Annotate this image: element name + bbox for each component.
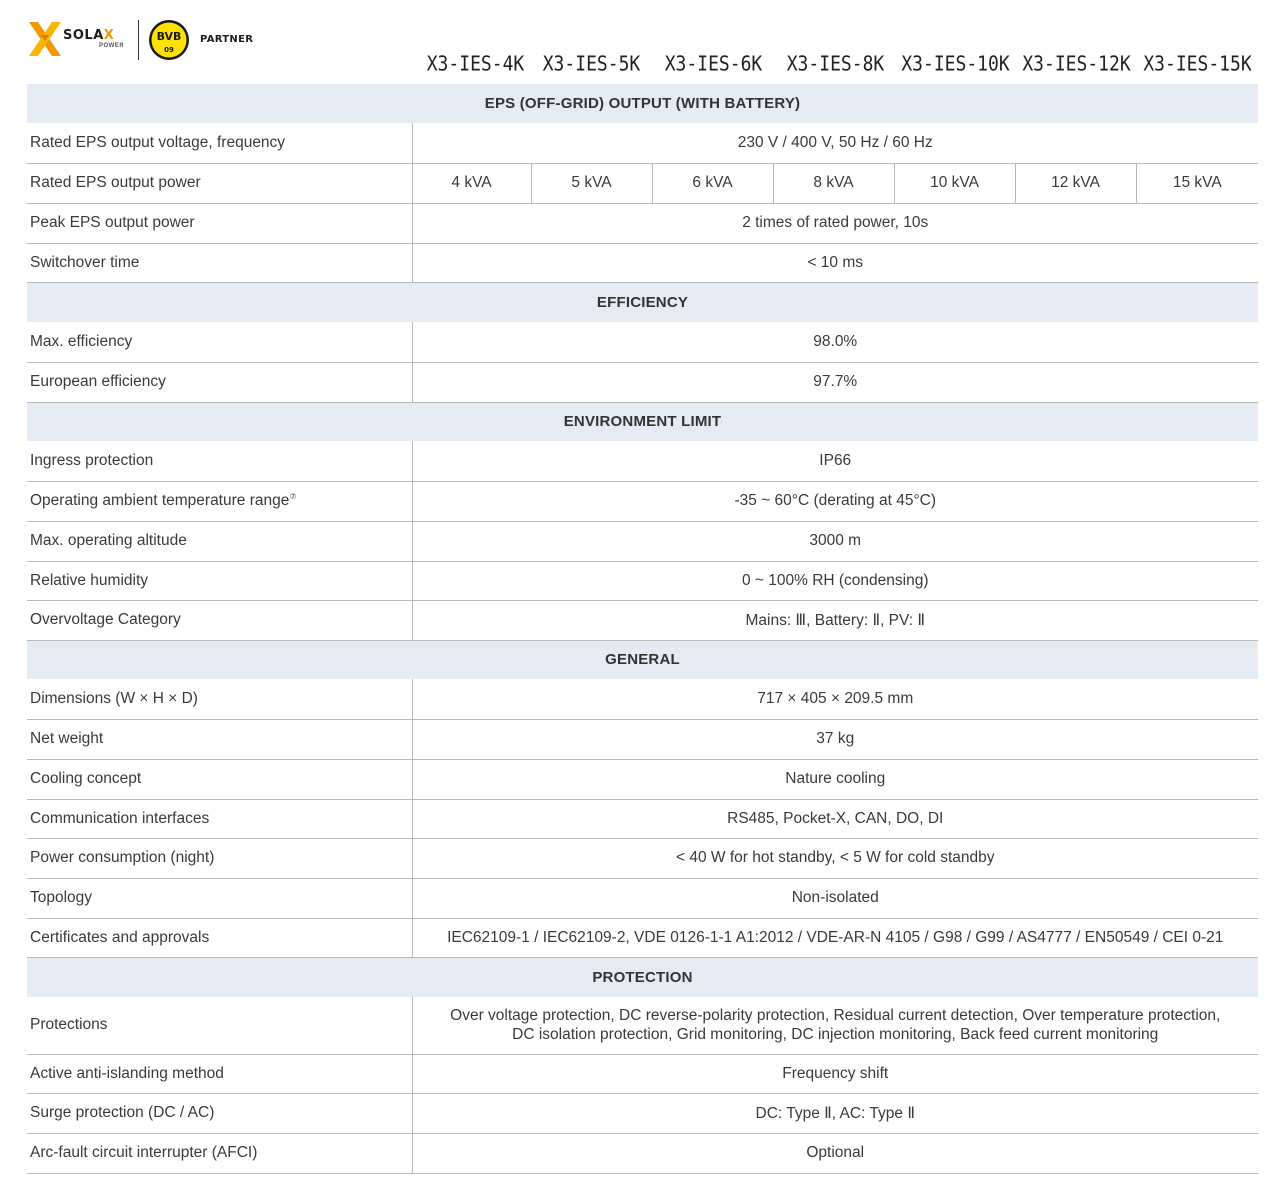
row-value: 0 ~ 100% RH (condensing) [412,561,1258,600]
row-label: Rated EPS output power [27,163,412,203]
table-row [27,561,1258,600]
table-row [27,997,1258,1054]
table-row [27,481,1258,521]
table-row [27,1054,1258,1093]
row-value: 230 V / 400 V, 50 Hz / 60 Hz [412,123,1258,163]
row-value: 3000 m [412,521,1258,561]
row-value: 37 kg [412,719,1258,759]
row-label-text: Operating ambient temperature range [30,492,290,510]
section-title: EFFICIENCY [27,282,1258,322]
row-value: 2 times of rated power, 10s [412,203,1258,243]
row-value: -35 ~ 60°C (derating at 45°C) [412,481,1258,521]
row-value-line: DC isolation protection, Grid monitoring, DC injection monitoring, Back feed current monitoring [512,1026,1159,1044]
spec-table [27,84,1258,1174]
row-value: 98.0% [412,322,1258,362]
row-value: < 40 W for hot standby, < 5 W for cold standby [412,838,1258,878]
model-heading-12k: X3-IES-12K [1022,52,1131,77]
row-value: 5 kVA [531,163,652,203]
table-row [27,679,1258,719]
row-value: RS485, Pocket-X, CAN, DO, DI [412,799,1258,838]
row-value: 4 kVA [412,163,531,203]
model-heading-15k: X3-IES-15K [1143,52,1252,77]
model-heading-6k: X3-IES-6K [664,52,763,77]
row-value: 12 kVA [1015,163,1136,203]
footnote-marker: ⑦ [289,491,297,501]
table-row [27,163,1258,203]
row-label [27,481,412,521]
table-row [27,759,1258,799]
section-title: EPS (OFF-GRID) OUTPUT (WITH BATTERY) [27,84,1258,123]
table-row [27,838,1258,878]
row-value: Optional [412,1133,1258,1173]
solax-power-text: POWER [99,43,125,49]
row-value-line: Over voltage protection, DC reverse-polarity protection, Residual current detection, Over temperature protection, [450,1007,1221,1025]
table-row [27,1093,1258,1133]
row-value: 10 kVA [894,163,1015,203]
table-row [27,918,1258,957]
row-value: Frequency shift [412,1054,1258,1093]
row-label: Switchover time [27,243,412,282]
section-environment [27,402,1258,441]
table-row [27,441,1258,481]
bvb-logo-year: 09 [164,46,174,54]
row-value: 97.7% [412,362,1258,402]
row-label: Peak EPS output power [27,203,412,243]
row-value: 15 kVA [1136,163,1258,203]
bvb-logo-icon [148,19,190,61]
page-header [0,0,1283,84]
row-value: 717 × 405 × 209.5 mm [412,679,1258,719]
row-label: Max. operating altitude [27,521,412,561]
section-efficiency [27,282,1258,322]
row-label: Active anti-islanding method [27,1054,412,1093]
row-value: 8 kVA [773,163,894,203]
table-row [27,1133,1258,1173]
row-value [412,997,1258,1054]
row-label: Communication interfaces [27,799,412,838]
row-value: IP66 [412,441,1258,481]
row-value: IEC62109-1 / IEC62109-2, VDE 0126-1-1 A1:2012 / VDE-AR-N 4105 / G98 / G99 / AS4777 / EN50549 / CEI 0-21 [412,918,1258,957]
row-label: Certificates and approvals [27,918,412,957]
table-row [27,322,1258,362]
row-label: Overvoltage Category [27,600,412,640]
row-label: Arc-fault circuit interrupter (AFCI) [27,1133,412,1173]
row-label: Protections [27,997,412,1054]
logo-divider [138,20,139,60]
model-heading-8k: X3-IES-8K [786,52,885,77]
model-heading-10k: X3-IES-10K [901,52,1010,77]
partner-label: PARTNER [200,34,254,45]
row-label: Net weight [27,719,412,759]
table-row [27,878,1258,918]
row-value: Non-isolated [412,878,1258,918]
row-value: < 10 ms [412,243,1258,282]
row-value: Mains: Ⅲ, Battery: Ⅱ, PV: Ⅱ [412,600,1258,640]
table-row [27,362,1258,402]
row-label: Power consumption (night) [27,838,412,878]
section-title: PROTECTION [27,957,1258,997]
solax-wordmark: SOLAX [63,28,115,43]
table-row [27,123,1258,163]
model-heading-4k: X3-IES-4K [426,52,525,77]
table-row [27,600,1258,640]
row-value: Nature cooling [412,759,1258,799]
row-value: 6 kVA [652,163,773,203]
table-row [27,203,1258,243]
bvb-logo-text: BVB [156,30,182,43]
section-general [27,640,1258,679]
section-eps [27,84,1258,123]
solax-x-icon [27,20,63,58]
row-label: Dimensions (W × H × D) [27,679,412,719]
row-label: European efficiency [27,362,412,402]
section-title: ENVIRONMENT LIMIT [27,402,1258,441]
model-heading-5k: X3-IES-5K [542,52,641,77]
row-label: Relative humidity [27,561,412,600]
row-label: Rated EPS output voltage, frequency [27,123,412,163]
row-label: Ingress protection [27,441,412,481]
section-title: GENERAL [27,640,1258,679]
row-value: DC: Type Ⅱ, AC: Type Ⅱ [412,1093,1258,1133]
solax-logo [27,20,137,60]
row-label: Surge protection (DC / AC) [27,1093,412,1133]
table-row [27,521,1258,561]
row-label: Max. efficiency [27,322,412,362]
table-row [27,799,1258,838]
row-label: Cooling concept [27,759,412,799]
section-protection [27,957,1258,997]
table-row [27,719,1258,759]
table-row [27,243,1258,282]
row-label: Topology [27,878,412,918]
